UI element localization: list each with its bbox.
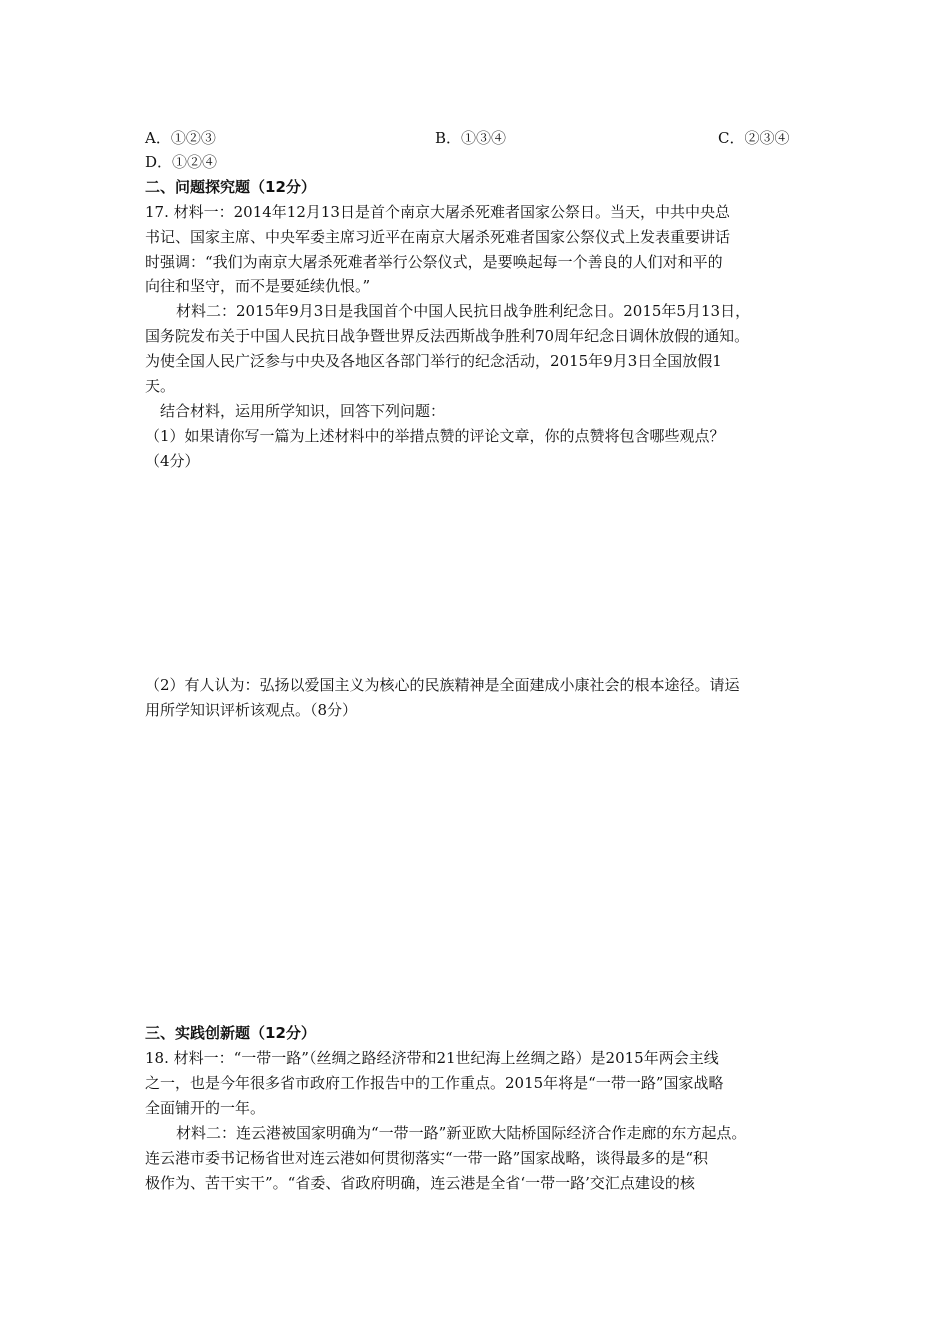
q18-material1-line3: 全面铺开的一年。 — [145, 1099, 266, 1117]
q17-material1-line1: 17. 材料一：2014年12月13日是首个南京大屠杀死难者国家公祭日。当天，中共中央总 — [145, 203, 730, 221]
section-2-heading: 二、问题探究题（12分） — [145, 178, 316, 196]
q17-material2-line2: 国务院发布关于中国人民抗日战争暨世界反法西斯战争胜利70周年纪念日调休放假的通知。 — [145, 327, 750, 345]
option-c: C．②③④ — [718, 129, 790, 147]
q17-sub1-line1: （1）如果请你写一篇为上述材料中的举措点赞的评论文章，你的点赞将包含哪些观点？ — [145, 427, 725, 445]
q17-material2-line3: 为使全国人民广泛参与中央及各地区各部门举行的纪念活动，2015年9月3日全国放假1 — [145, 352, 722, 370]
option-a: A．①②③ — [145, 129, 216, 147]
q18-material1-line1: 18. 材料一：“一带一路”（丝绸之路经济带和21世纪海上丝绸之路）是2015年两会主线 — [145, 1049, 719, 1067]
q17-sub1-line2: （4分） — [145, 452, 200, 470]
section-3-heading: 三、实践创新题（12分） — [145, 1024, 316, 1042]
q17-sub2-line2: 用所学知识评析该观点。（8分） — [145, 701, 358, 719]
q17-material2-line1: 材料二：2015年9月3日是我国首个中国人民抗日战争胜利纪念日。2015年5月13日， — [176, 302, 751, 320]
q17-material2-line4: 天。 — [145, 377, 176, 395]
q17-material1-line2: 书记、国家主席、中央军委主席习近平在南京大屠杀死难者国家公祭仪式上发表重要讲话 — [145, 228, 731, 246]
option-d: D．①②④ — [145, 153, 218, 171]
q17-material1-line4: 向往和坚守，而不是要延续仇恨。” — [145, 277, 371, 295]
option-b: B．①③④ — [435, 129, 507, 147]
q18-material1-line2: 之一，也是今年很多省市政府工作报告中的工作重点。2015年将是“一带一路”国家战略 — [145, 1074, 724, 1092]
q17-prompt: 结合材料，运用所学知识，回答下列问题： — [160, 402, 446, 420]
q18-material2-line2: 连云港市委书记杨省世对连云港如何贯彻落实“一带一路”国家战略，谈得最多的是“积 — [145, 1149, 709, 1167]
q18-material2-line3: 极作为、苦干实干”。“省委、省政府明确，连云港是全省‘一带一路’交汇点建设的核 — [145, 1174, 695, 1192]
q18-material2-line1: 材料二：连云港被国家明确为“一带一路”新亚欧大陆桥国际经济合作走廊的东方起点。 — [176, 1124, 747, 1142]
q17-sub2-line1: （2）有人认为：弘扬以爱国主义为核心的民族精神是全面建成小康社会的根本途径。请运 — [145, 676, 740, 694]
q17-material1-line3: 时强调：“我们为南京大屠杀死难者举行公祭仪式，是要唤起每一个善良的人们对和平的 — [145, 253, 723, 271]
